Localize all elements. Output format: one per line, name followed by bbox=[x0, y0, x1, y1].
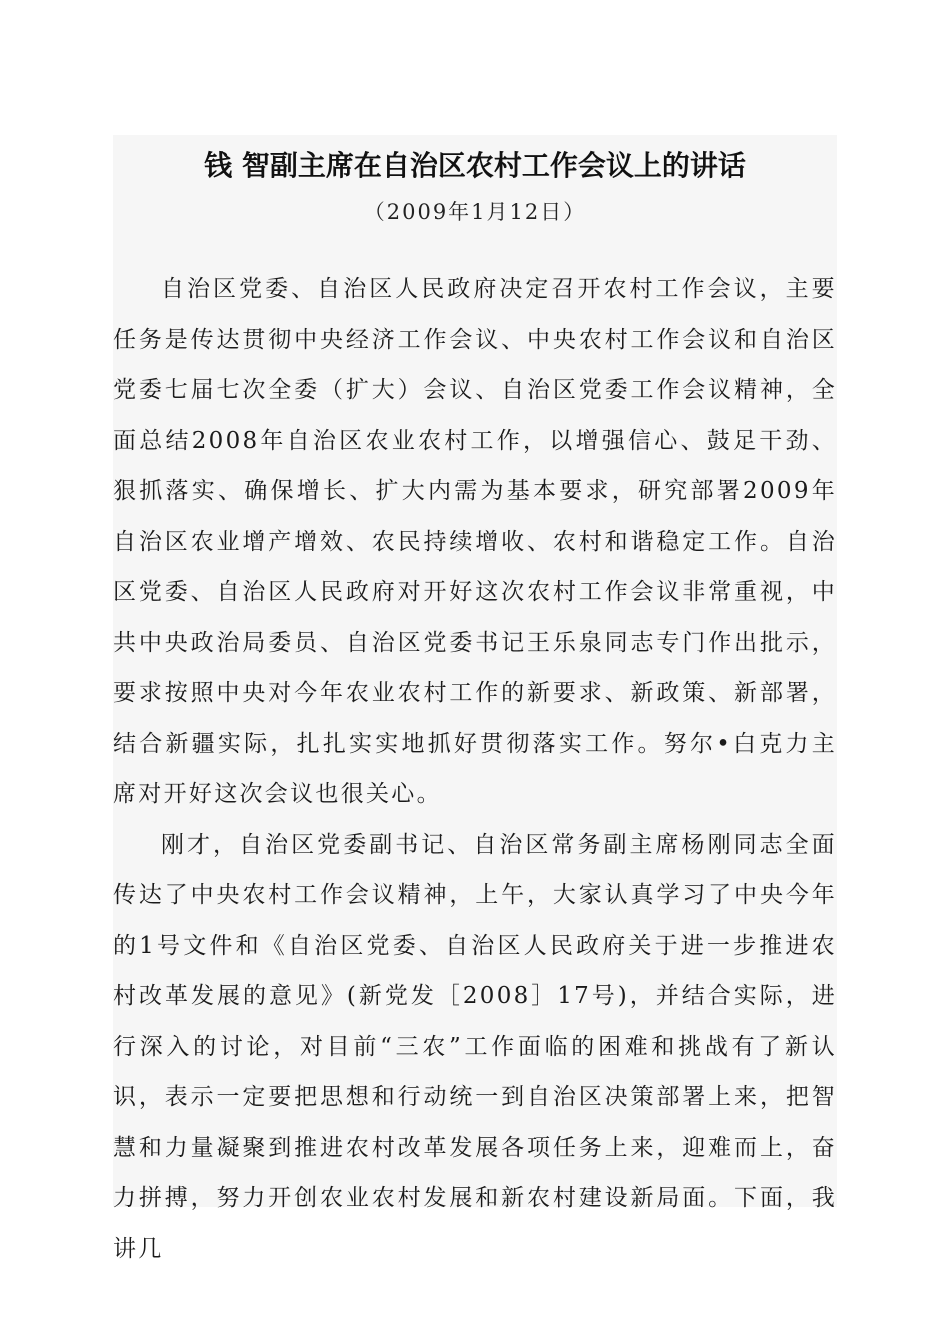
paragraph: 自治区党委、自治区人民政府决定召开农村工作会议，主要任务是传达贯彻中央经济工作会议、中央农村工作会议和自治区党委七届七次全委（扩大）会议、自治区党委工作会议精神，全面总结2008年自治区农业农村工作，以增强信心、鼓足干劲、狠抓落实、确保增长、扩大内需为基本要求，研究部署2009年自治区农业增产增效、农民持续增收、农村和谐稳定工作。自治区党委、自治区人民政府对开好这次农村工作会议非常重视，中共中央政治局委员、自治区党委书记王乐泉同志专门作出批示，要求按照中央对今年农业农村工作的新要求、新政策、新部署，结合新疆实际，扎扎实实地抓好贯彻落实工作。努尔•白克力主席对开好这次会议也很关心。 bbox=[113, 276, 837, 807]
document-date: （2009年1月12日） bbox=[363, 200, 587, 224]
document-body bbox=[113, 264, 837, 1274]
document-title: 钱 智副主席在自治区农村工作会议上的讲话 bbox=[204, 149, 746, 182]
document-page bbox=[113, 135, 837, 1262]
paragraph: 刚才，自治区党委副书记、自治区常务副主席杨刚同志全面传达了中央农村工作会议精神，上午，大家认真学习了中央今年的1号文件和《自治区党委、自治区人民政府关于进一步推进农村改革发展的意见》(新党发［2008］17号)，并结合实际，进行深入的讨论，对目前“三农”工作面临的困难和挑战有了新认识，表示一定要把思想和行动统一到自治区决策部署上来，把智慧和力量凝聚到推进农村改革发展各项任务上来，迎难而上，奋力拼搏，努力开创农业农村发展和新农村建设新局面。下面，我讲几 bbox=[113, 831, 837, 1262]
